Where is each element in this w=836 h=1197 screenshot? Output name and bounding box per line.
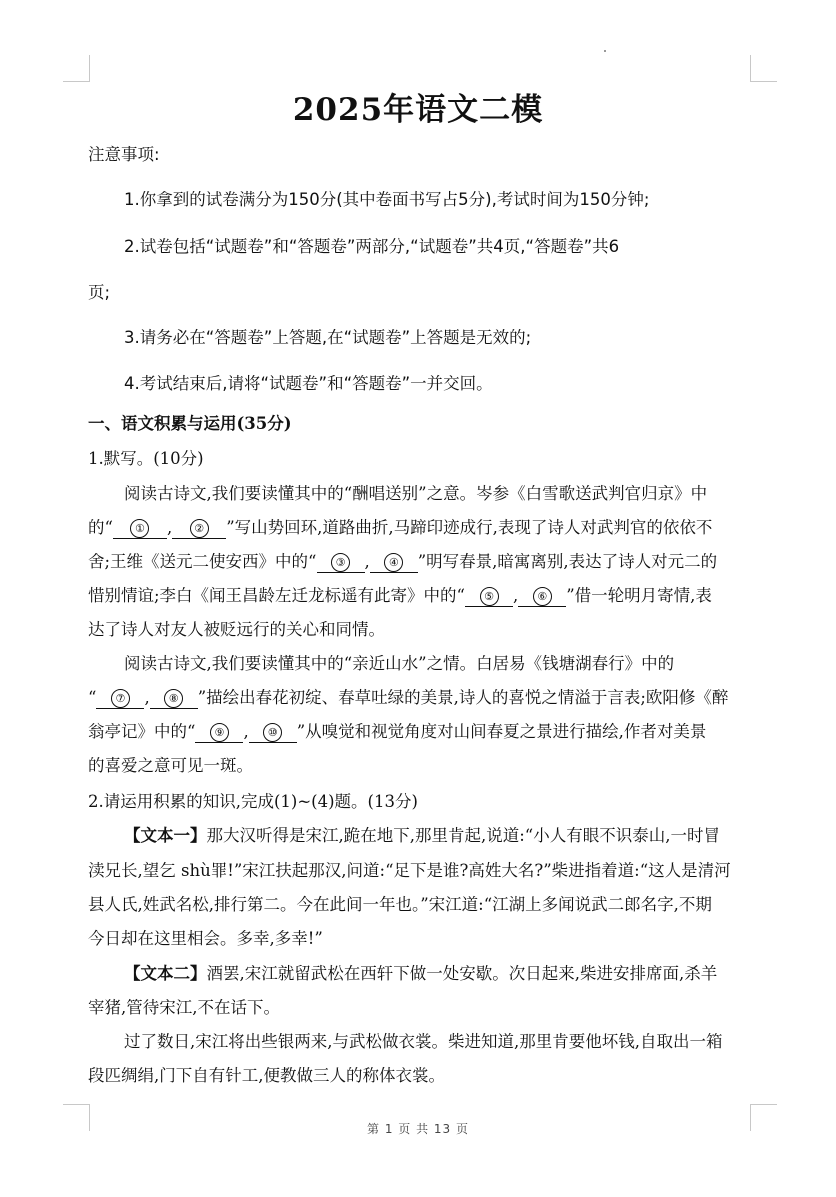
text2-line: 段匹绸绢,门下自有针工,便教做三人的称体衣裳。 <box>88 1066 445 1085</box>
text2-line: 宰猪,管待宋江,不在话下。 <box>88 998 280 1017</box>
blank-7[interactable]: ⑦ <box>96 689 144 709</box>
page-title: 2025年语文二模 <box>292 92 544 128</box>
text2-line: 过了数日,宋江将出些银两来,与武松做衣裳。柴进知道,那里肯要他坏钱,自取出一箱 <box>124 1032 723 1051</box>
q1-p1-line: 的“ ① , ② ”写山势回环,道路曲折,马蹄印迹成行,表现了诗人对武判官的依依不 <box>88 518 713 537</box>
q1-p1-line: 达了诗人对友人被贬远行的关心和同情。 <box>88 620 385 639</box>
q1-p1-line: 惜别情谊;李白《闻王昌龄左迁龙标遥有此寄》中的“ ⑤ , ⑥ ”借一轮明月寄情,表 <box>88 586 712 605</box>
blank-4[interactable]: ④ <box>370 553 418 573</box>
blank-5[interactable]: ⑤ <box>465 587 513 607</box>
text1-line: 县人氏,姓武名松,排行第二。今在此间一年也。”宋江道:“江湖上多闻说武二郎名字,不期 <box>88 895 712 914</box>
q1-p2-line: 翁亭记》中的“ ⑨ , ⑩ ”从嗅觉和视觉角度对山间春夏之景进行描绘,作者对美景 <box>88 722 707 741</box>
blank-8[interactable]: ⑧ <box>150 689 198 709</box>
crop-mark-top-left <box>63 55 90 82</box>
notice-item-wrap: 页; <box>88 283 111 302</box>
notice-item: 4.考试结束后,请将“试题卷”和“答题卷”一并交回。 <box>124 374 493 393</box>
page-footer: 第 1 页 共 13 页 <box>367 1122 469 1136</box>
blank-10[interactable]: ⑩ <box>249 723 297 743</box>
q1-p2-line: “ ⑦ , ⑧ ”描绘出春花初绽、春草吐绿的美景,诗人的喜悦之情溢于言表;欧阳修《醉 <box>88 688 729 707</box>
blank-1[interactable]: ① <box>113 519 167 539</box>
blank-3[interactable]: ③ <box>317 553 365 573</box>
question-label: 1.默写。(10分) <box>88 449 204 468</box>
q1-p2-line: 阅读古诗文,我们要读懂其中的“亲近山水”之情。白居易《钱塘湖春行》中的 <box>124 654 675 673</box>
notice-item: 3.请务必在“答题卷”上答题,在“试题卷”上答题是无效的; <box>124 328 532 347</box>
q1-p1-line: 阅读古诗文,我们要读懂其中的“酬唱送别”之意。岑参《白雪歌送武判官归京》中 <box>124 484 708 503</box>
notice-item: 1.你拿到的试卷满分为150分(其中卷面书写占5分),考试时间为150分钟; <box>124 190 650 209</box>
q1-p1-line: 舍;王维《送元二使安西》中的“ ③ , ④ ”明写春景,暗寓离别,表达了诗人对元二的 <box>88 552 718 571</box>
section-heading: 一、语文积累与运用(35分) <box>88 414 292 433</box>
blank-2[interactable]: ② <box>172 519 226 539</box>
notice-item: 2.试卷包括“试题卷”和“答题卷”两部分,“试题卷”共4页,“答题卷”共6 <box>124 237 620 256</box>
text1-line: 【文本一】那大汉听得是宋江,跪在地下,那里肯起,说道:“小人有眼不识泰山,一时冒 <box>124 826 720 845</box>
speck <box>604 50 606 52</box>
blank-9[interactable]: ⑨ <box>195 723 243 743</box>
crop-mark-top-right <box>750 55 777 82</box>
q1-p2-line: 的喜爱之意可见一斑。 <box>88 756 253 775</box>
blank-6[interactable]: ⑥ <box>518 587 566 607</box>
question-label: 2.请运用积累的知识,完成(1)~(4)题。(13分) <box>88 792 418 811</box>
text1-line: 今日却在这里相会。多幸,多幸!” <box>88 929 323 948</box>
text1-line: 渎兄长,望乞 shù罪!”宋江扶起那汉,问道:“足下是谁?高姓大名?”柴进指着道:“这人是清河 <box>88 861 731 880</box>
text2-line: 【文本二】酒罢,宋江就留武松在西轩下做一处安歇。次日起来,柴进安排席面,杀羊 <box>124 964 718 983</box>
notice-heading: 注意事项: <box>88 145 160 164</box>
